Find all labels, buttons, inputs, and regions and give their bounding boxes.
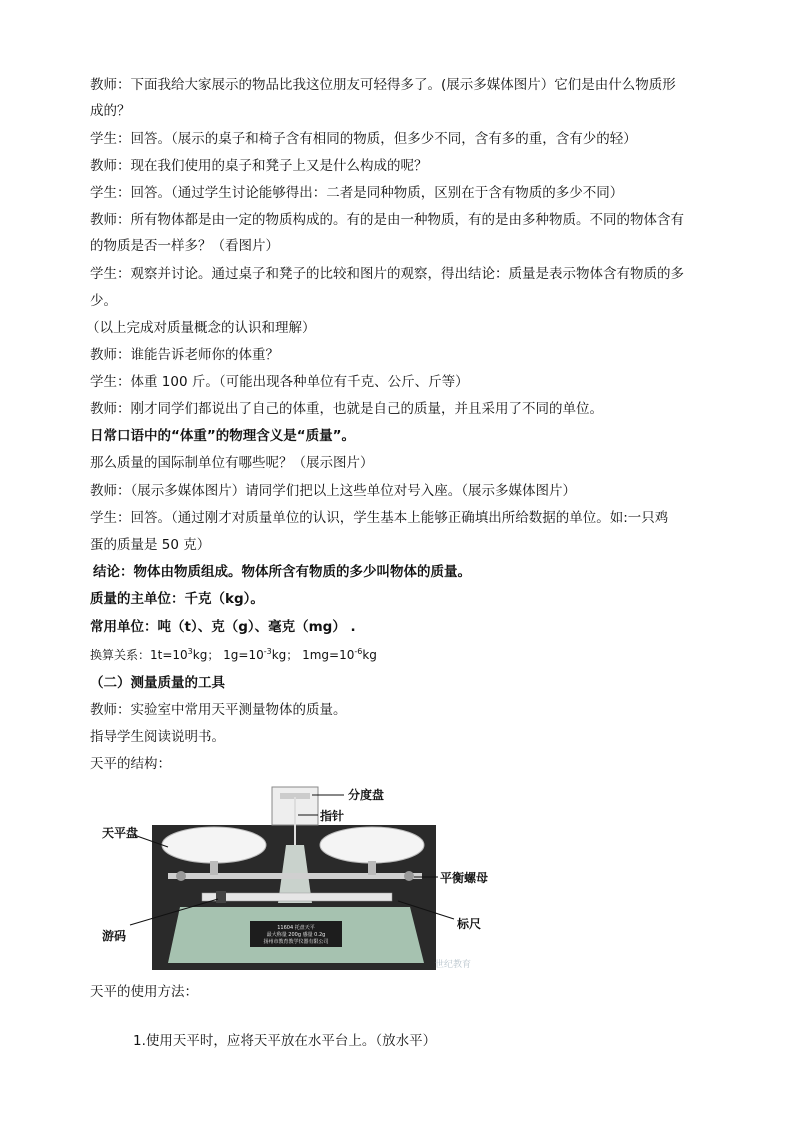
balance-diagram — [98, 785, 498, 970]
conclusion-line: 结论：物体由物质组成。物体所含有物质的多少叫物体的质量。 — [93, 564, 471, 580]
text-line: 学生：回答。（展示的桌子和椅子含有相同的物质，但多少不同，含有多的重，含有少的轻） — [90, 131, 637, 147]
text-line: 教师：谁能告诉老师你的体重？ — [90, 347, 279, 363]
watermark: 世纪教育 — [434, 960, 472, 970]
text-line: 天平的结构： — [90, 756, 171, 772]
text-line: 学生：体重 100 斤。（可能出现各种单位有千克、公斤、斤等） — [90, 374, 469, 390]
text-line-bold: 日常口语中的“体重”的物理含义是“质量”。 — [90, 428, 355, 444]
right-pan-post — [368, 861, 376, 875]
text-line: 学生：回答。（通过学生讨论能够得出：二者是同种物质，区别在于含有物质的多少不同） — [90, 185, 624, 201]
conversion-line: 换算关系：$1t=10^3kg$； $1g=10^{-3}kg$； $1mg=10^{-6}kg$ — [90, 647, 377, 662]
rider — [216, 891, 226, 903]
text-line: 教师：（展示多媒体图片）请同学们把以上这些单位对号入座。（展示多媒体图片） — [90, 483, 576, 499]
right-nut — [404, 871, 414, 881]
text-line: 教师：实验室中常用天平测量物体的质量。 — [90, 702, 347, 718]
left-nut — [176, 871, 186, 881]
text-line: 教师：现在我们使用的桌子和凳子上又是什么构成的呢？ — [90, 158, 428, 174]
right-pan — [320, 827, 424, 863]
text-line: 的物质是否一样多？（看图片） — [90, 238, 279, 254]
label-pointer: 指针 — [320, 809, 345, 823]
label-scale: 标尺 — [457, 917, 482, 931]
main-unit-line: 质量的主单位：千克（kg）。 — [90, 591, 264, 607]
text-line: 成的？ — [90, 103, 131, 119]
text-line: 学生：观察并讨论。通过桌子和凳子的比较和图片的观察，得出结论：质量是表示物体含有物质的多 — [90, 266, 684, 282]
left-pan — [162, 827, 266, 863]
text-line: 教师：所有物体都是由一定的物质构成的。有的是由一种物质，有的是由多种物质。不同的物体含有 — [90, 212, 684, 228]
label-pan: 天平盘 — [102, 826, 139, 840]
text-line: 蛋的质量是 50 克） — [90, 537, 211, 553]
svg-text:扬州市教育教学仪器有限公司: 扬州市教育教学仪器有限公司 — [263, 939, 329, 945]
text-line: 天平的使用方法： — [90, 984, 198, 1000]
text-line: 那么质量的国际制单位有哪些呢？（展示图片） — [90, 455, 374, 471]
svg-text:11604 托盘天平: 11604 托盘天平 — [277, 925, 315, 931]
text-line: 教师：下面我给大家展示的物品比我这位朋友可轻得多了。(展示多媒体图片）它们是由什么物质形 — [90, 77, 676, 93]
left-pan-post — [210, 861, 218, 875]
label-dial: 分度盘 — [348, 788, 385, 802]
common-units-line: 常用单位：吨（t）、克（g）、毫克（mg） . — [90, 619, 356, 635]
label-nut: 平衡螺母 — [440, 871, 489, 885]
section-heading: （二）测量质量的工具 — [90, 675, 225, 691]
scale-bar — [202, 893, 392, 901]
text-line: （以上完成对质量概念的认识和理解） — [86, 320, 316, 336]
text-line: 少。 — [90, 293, 117, 309]
label-rider: 游码 — [102, 929, 127, 943]
beam — [168, 873, 422, 879]
step-line: 1.使用天平时，应将天平放在水平台上。（放水平） — [133, 1033, 437, 1049]
text-line: 教师：刚才同学们都说出了自己的体重，也就是自己的质量，并且采用了不同的单位。 — [90, 401, 603, 417]
text-line: 学生：回答。（通过刚才对质量单位的认识，学生基本上能够正确填出所给数据的单位。如:一只鸡 — [90, 510, 669, 526]
svg-text:最大称量 200g 感量 0.2g: 最大称量 200g 感量 0.2g — [266, 932, 326, 938]
text-line: 指导学生阅读说明书。 — [90, 729, 225, 745]
